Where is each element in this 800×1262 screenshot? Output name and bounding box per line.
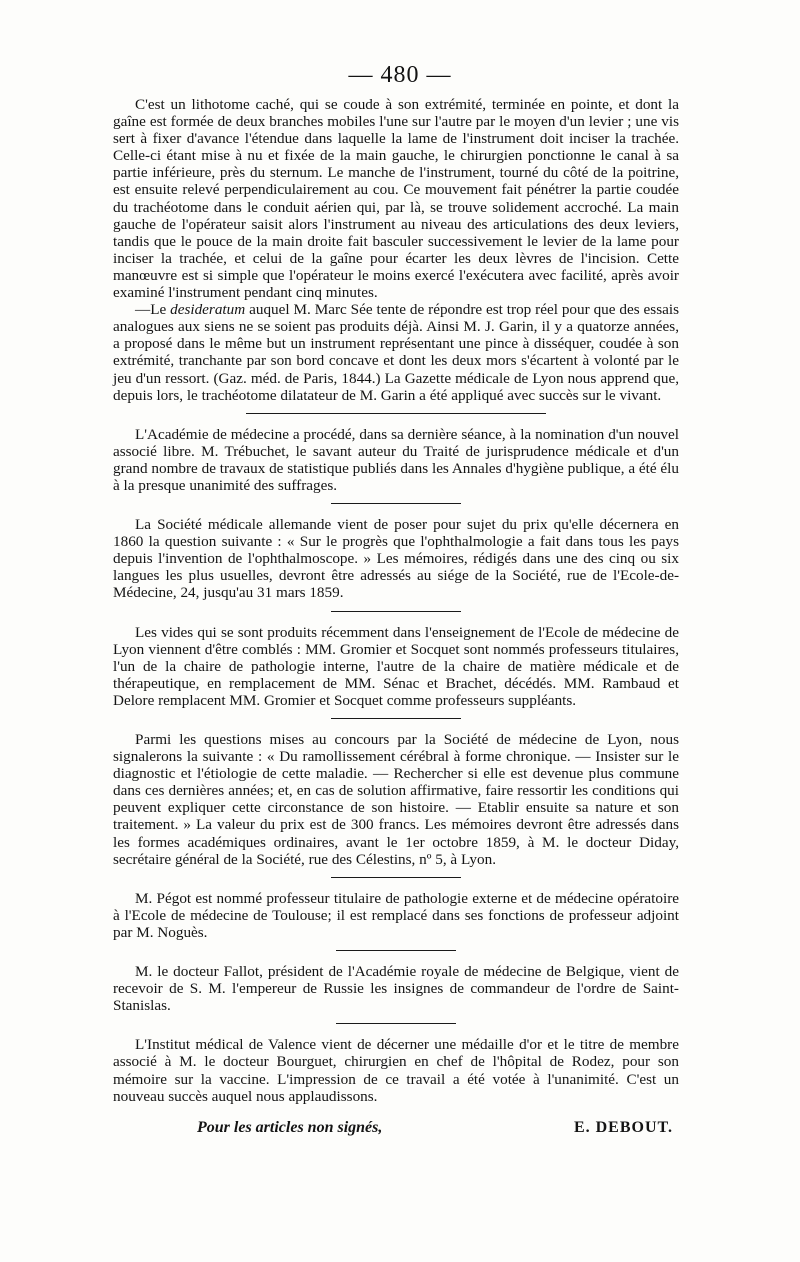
- section-divider: [336, 950, 456, 951]
- paragraph-concours-lyon: Parmi les questions mises au concours par la Société de médecine de Lyon, nous signalerons la suivante : « Du ramollissement cérébral à forme chronique. — Insister sur le diagnostic et l'étiologie de cette maladie. — Rechercher si elle est devenue plus commune dans ces dernières années; et, en cas de solution affirmative, faire ressortir les conditions qui peuvent expliquer cette circonstance de son histoire. — Etablir ensuite sa nature et son traitement. » La valeur du prix est de 300 francs. Les mémoires devront être adressés dans les formes académiques ordinaires, avant le 1er octobre 1859, à M. le docteur Diday, secrétaire général de la Société, rue des Célestins, nº 5, à Lyon.: [113, 731, 679, 868]
- section-divider: [331, 718, 461, 719]
- paragraph-desideratum: [113, 301, 679, 404]
- paragraph-pegot: M. Pégot est nommé professeur titulaire de pathologie externe et de médecine opératoire à l'Ecole de médecine de Toulouse; il est remplacé dans ses fonctions de professeur adjoint par M. Noguès.: [113, 889, 679, 941]
- italic-desideratum: desideratum: [170, 301, 246, 319]
- page-number: — 480 —: [348, 62, 452, 88]
- paragraph-desideratum-prefix: —Le: [135, 301, 171, 319]
- paragraph-valence: L'Institut médical de Valence vient de décerner une médaille d'or et le titre de membre associé à M. le docteur Bourguet, chirurgien en chef de l'hôpital de Rodez, pour son mémoire sur la vaccine. L'impression de ce travail a été votée à l'unanimité. C'est un nouveau succès auquel nous applaudissons.: [113, 1036, 679, 1105]
- paragraph-lithotome: C'est un lithotome caché, qui se coude à son extrémité, terminée en pointe, et dont la gaîne est formée de deux branches mobiles l'une sur l'autre par le moyen d'un levier ; une vis sert à fixer d'avance l'étendue dans laquelle la lame de l'instrument doit inciser la trachée. Celle-ci étant mise à nu et fixée de la main gauche, le chirurgien ponctionne le canal à sa partie inférieure, près du sternum. Le manche de l'instrument, tourné du côté de la poitrine, est ensuite relevé perpendiculairement au cou. Ce mouvement fait pénétrer la partie coudée du trachéotome dans le conduit aérien qui, par là, se trouve solidement accroché. La main gauche de l'opérateur saisit alors l'instrument au niveau des articulations des deux leviers, tandis que le pouce de la main droite fait basculer successivement le levier de la lame pour inciser la trachée, et celui de la gaîne pour écarter les deux lèvres de l'incision. Cette manœuvre est si simple que l'opérateur le moins exercé l'exécutera avec facilité, après avoir examiné l'instrument pendant cinq minutes.: [113, 96, 679, 302]
- paragraph-desideratum-body: auquel M. Marc Sée tente de répondre est trop réel pour que des essais analogues aux siens ne se soient pas produits déjà. Ainsi M. J. Garin, il y a quatorze années, a proposé dans le même but un instrument représentant une pince à disséquer, coudée à son extrémité, tranchante par son bord concave et dont les deux mors s'écartent à volonté par le jeu d'un ressort. (Gaz. méd. de Paris, 1844.) La Gazette médicale de Lyon nous apprend que, depuis lors, le trachéotome dilatateur de M. Garin a été appliqué avec succès sur le vivant.: [113, 301, 679, 404]
- signature-line: [113, 1119, 679, 1137]
- signature-author: E. DEBOUT.: [573, 1118, 673, 1136]
- paragraph-societe-allemande: La Société médicale allemande vient de poser pour sujet du prix qu'elle décernera en 1860 la question suivante : « Sur le progrès que l'ophthalmologie a fait dans tous les pays depuis l'invention de l'ophthalmoscope. » Les mémoires, rédigés dans une des cinq ou six langues les plus usuelles, devront être adressés au siége de la Société, rue de l'Ecole-de-Médecine, 24, jusqu'au 31 mars 1859.: [113, 516, 679, 602]
- section-divider: [246, 413, 546, 414]
- signature-note: Pour les articles non signés,: [197, 1118, 383, 1136]
- section-divider: [331, 877, 461, 878]
- paragraph-academie: L'Académie de médecine a procédé, dans sa dernière séance, à la nomination d'un nouvel associé libre. M. Trébuchet, le savant auteur du Traité de jurisprudence médicale et d'un grand nombre de travaux de statistique publiés dans les Annales d'hygiène publique, a été élu à la presque unanimité des suffrages.: [113, 425, 679, 494]
- paragraph-ecole-lyon: Les vides qui se sont produits récemment dans l'enseignement de l'Ecole de médecine de Lyon viennent d'être comblés : MM. Gromier et Socquet sont nommés professeurs titulaires, l'un de la chaire de pathologie interne, l'autre de la chaire de matière médicale et de thérapeutique, en remplacement de MM. Sénac et Brachet, décédés. MM. Rambaud et Delore remplacent MM. Gromier et Socquet comme professeurs suppléants.: [113, 623, 679, 709]
- text-column: [113, 96, 679, 1137]
- section-divider: [336, 1023, 456, 1024]
- section-divider: [331, 611, 461, 612]
- paragraph-fallot: M. le docteur Fallot, président de l'Académie royale de médecine de Belgique, vient de recevoir de S. M. l'empereur de Russie les insignes de commandeur de l'ordre de Saint-Stanislas.: [113, 963, 679, 1015]
- section-divider: [331, 503, 461, 504]
